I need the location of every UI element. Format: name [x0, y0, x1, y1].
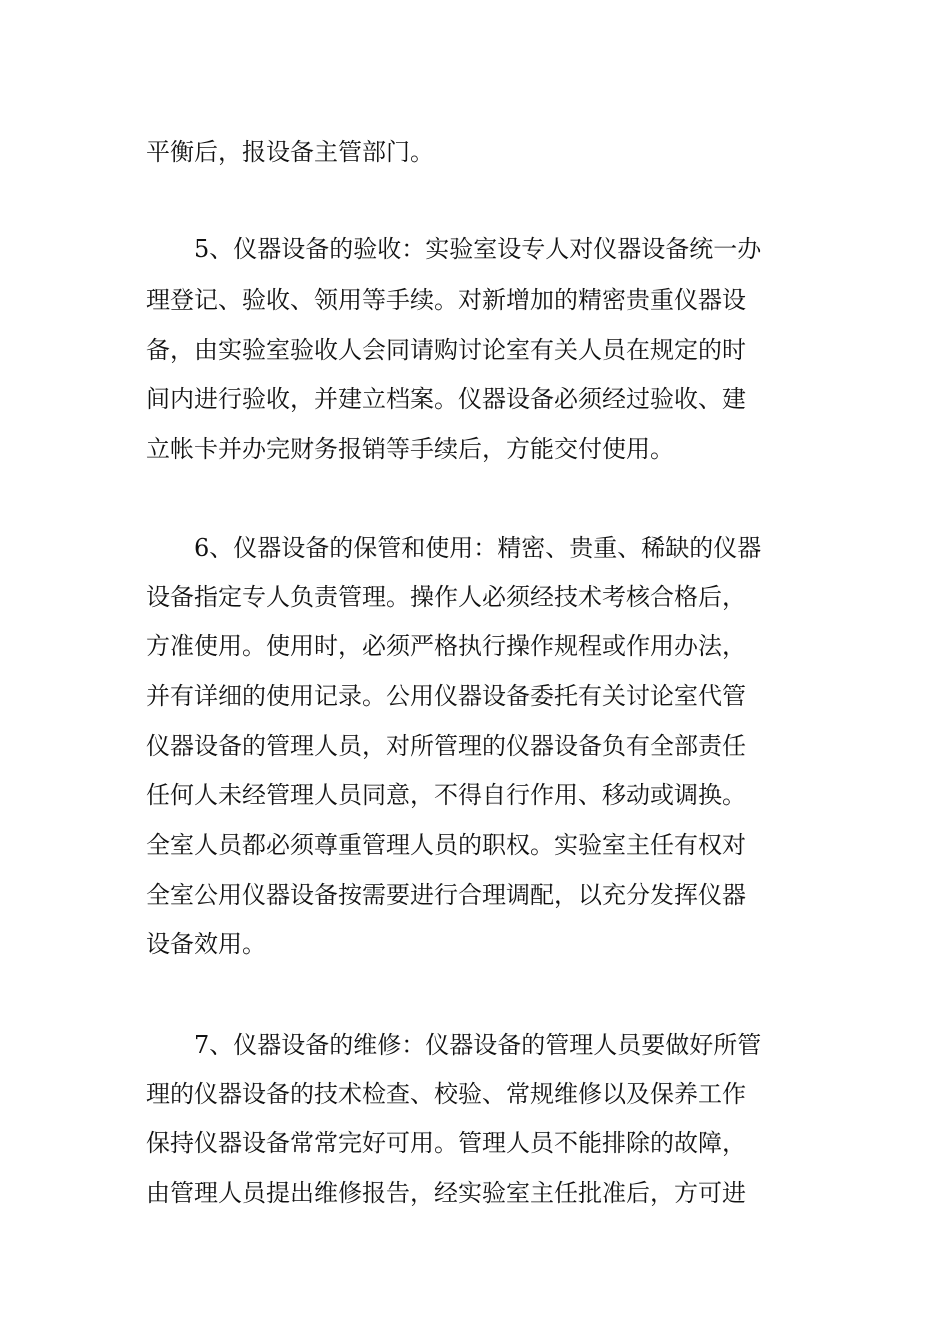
- paragraph-line: 7、仪器设备的维修：仪器设备的管理人员要做好所管: [194, 1031, 762, 1059]
- paragraph-line: 立帐卡并办完财务报销等手续后，方能交付使用。: [146, 435, 674, 463]
- paragraph-line: 并有详细的使用记录。公用仪器设备委托有关讨论室代管: [146, 682, 746, 710]
- paragraph-line: 全室人员都必须尊重管理人员的职权。实验室主任有权对: [146, 831, 746, 859]
- paragraph-line: 设备指定专人负责管理。操作人必须经技术考核合格后，: [146, 583, 746, 611]
- paragraph-line: 6、仪器设备的保管和使用：精密、贵重、稀缺的仪器: [194, 534, 762, 562]
- paragraph-line: 由管理人员提出维修报告，经实验室主任批准后，方可进: [146, 1179, 746, 1207]
- paragraph-line: 方准使用。使用时，必须严格执行操作规程或作用办法，: [146, 632, 746, 660]
- paragraph-line: 理的仪器设备的技术检查、校验、常规维修以及保养工作: [146, 1080, 746, 1108]
- paragraph-line: 仪器设备的管理人员，对所管理的仪器设备负有全部责任: [146, 732, 746, 760]
- paragraph-line: 任何人未经管理人员同意，不得自行作用、移动或调换。: [146, 781, 746, 809]
- paragraph-line: 间内进行验收，并建立档案。仪器设备必须经过验收、建: [146, 385, 746, 413]
- paragraph-line: 理登记、验收、领用等手续。对新增加的精密贵重仪器设: [146, 286, 746, 314]
- paragraph-line: 全室公用仪器设备按需要进行合理调配，以充分发挥仪器: [146, 881, 746, 909]
- paragraph-line: 设备效用。: [146, 930, 266, 958]
- paragraph-line: 备，由实验室验收人会同请购讨论室有关人员在规定的时: [146, 336, 746, 364]
- paragraph-line: 保持仪器设备常常完好可用。管理人员不能排除的故障，: [146, 1129, 746, 1157]
- paragraph-line: 5、仪器设备的验收：实验室设专人对仪器设备统一办: [194, 235, 762, 263]
- paragraph-line: 平衡后，报设备主管部门。: [146, 138, 434, 166]
